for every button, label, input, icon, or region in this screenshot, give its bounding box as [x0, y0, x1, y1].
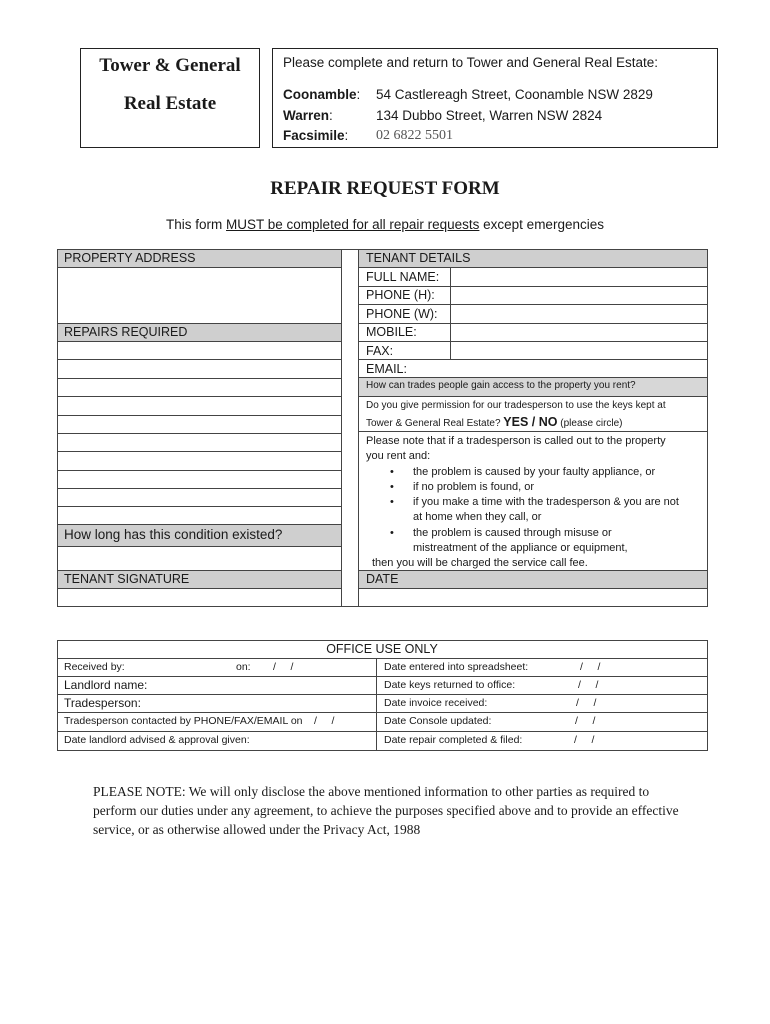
property-address-label: PROPERTY ADDRESS — [64, 251, 196, 265]
received-by-label: Received by: — [64, 661, 125, 673]
note-bullet: • the problem is caused through misuse or mistreatment of the appliance or equipment, — [366, 526, 706, 557]
mobile-label: MOBILE: — [366, 325, 417, 339]
note-bullet: • if you make a time with the tradesperson & you are not at home when they call, or — [366, 495, 706, 526]
date-slashes: / / — [580, 661, 601, 673]
office-use-title: OFFICE USE ONLY — [326, 642, 438, 656]
yes-no-choice[interactable]: YES / NO — [503, 415, 558, 429]
contact-label: Coonamble — [283, 87, 357, 102]
contact-label: Warren — [283, 108, 330, 123]
please-circle-hint: (please circle) — [560, 418, 623, 429]
note-bullet: • the problem is caused by your faulty appliance, or — [366, 465, 706, 480]
repairs-required-label: REPAIRS REQUIRED — [64, 325, 188, 339]
phone-work-label: PHONE (W): — [366, 307, 438, 321]
tradesperson-contacted-label: Tradesperson contacted by PHONE/FAX/EMAIL on — [64, 715, 303, 727]
full-name-label: FULL NAME: — [366, 270, 440, 284]
tenant-signature-label: TENANT SIGNATURE — [64, 572, 190, 586]
received-on-label: on: — [236, 661, 251, 673]
tradesperson-label: Tradesperson: — [64, 696, 141, 710]
fax-label: FAX: — [366, 344, 394, 358]
privacy-note: PLEASE NOTE: We will only disclose the above mentioned information to other parties as required to perform our duties under any agreement, to achieve the purposes specified above and to provide an effective service, or as otherwise allowed under the Privacy Act, 1988 — [93, 784, 679, 837]
landlord-name-label: Landlord name: — [64, 678, 148, 692]
company-name-line2: Real Estate — [123, 93, 217, 114]
date-slashes: / / — [574, 734, 595, 746]
subtitle-emphasis: MUST be completed for all repair requests — [226, 217, 480, 232]
form-title: REPAIR REQUEST FORM — [270, 178, 500, 199]
console-updated-label: Date Console updated: — [384, 715, 492, 727]
note-intro-line1: Please note that if a tradesperson is called out to the property — [366, 435, 666, 447]
keys-question: Tower & General Real Estate? — [366, 418, 501, 429]
email-label: EMAIL: — [366, 362, 407, 376]
date-slashes: / / — [575, 715, 596, 727]
contact-value: 54 Castlereagh Street, Coonamble NSW 2829 — [376, 87, 653, 102]
landlord-approval-label: Date landlord advised & approval given: — [64, 734, 250, 746]
note-bullet: • if no problem is found, or — [366, 480, 706, 495]
date-slashes: / / — [273, 661, 294, 673]
return-instructions: Please complete and return to Tower and General Real Estate: — [283, 55, 658, 70]
access-question: How can trades people gain access to the property you rent? — [366, 380, 636, 391]
contact-coonamble: Coonamble: 54 Castlereagh Street, Coonamble NSW 2829 — [283, 85, 360, 105]
company-name-line1: Tower & General — [99, 55, 241, 76]
invoice-received-label: Date invoice received: — [384, 697, 488, 709]
phone-home-label: PHONE (H): — [366, 288, 435, 302]
keys-permission-line1: Do you give permission for our tradesperson to use the keys kept at — [366, 400, 666, 411]
contact-label: Facsimile — [283, 128, 345, 143]
note-outro: then you will be charged the service call fee. — [372, 557, 588, 570]
date-slashes: / / — [314, 715, 335, 727]
repair-completed-label: Date repair completed & filed: — [384, 734, 523, 746]
contact-value: 02 6822 5501 — [376, 128, 453, 143]
contact-value: 134 Dubbo Street, Warren NSW 2824 — [376, 108, 603, 123]
condition-duration-label: How long has this condition existed? — [64, 527, 283, 542]
date-slashes: / / — [576, 697, 597, 709]
keys-returned-label: Date keys returned to office: — [384, 679, 516, 691]
subtitle-prefix: This form — [166, 217, 227, 232]
subtitle-suffix: except emergencies — [479, 217, 604, 232]
date-label: DATE — [366, 572, 399, 586]
spreadsheet-date-label: Date entered into spreadsheet: — [384, 661, 529, 673]
contact-facsimile: Facsimile: 02 6822 5501 — [283, 126, 348, 146]
contact-warren: Warren: 134 Dubbo Street, Warren NSW 2824 — [283, 106, 333, 126]
note-intro-line2: you rent and: — [366, 450, 431, 463]
date-slashes: / / — [578, 679, 599, 691]
tenant-details-label: TENANT DETAILS — [366, 251, 471, 265]
